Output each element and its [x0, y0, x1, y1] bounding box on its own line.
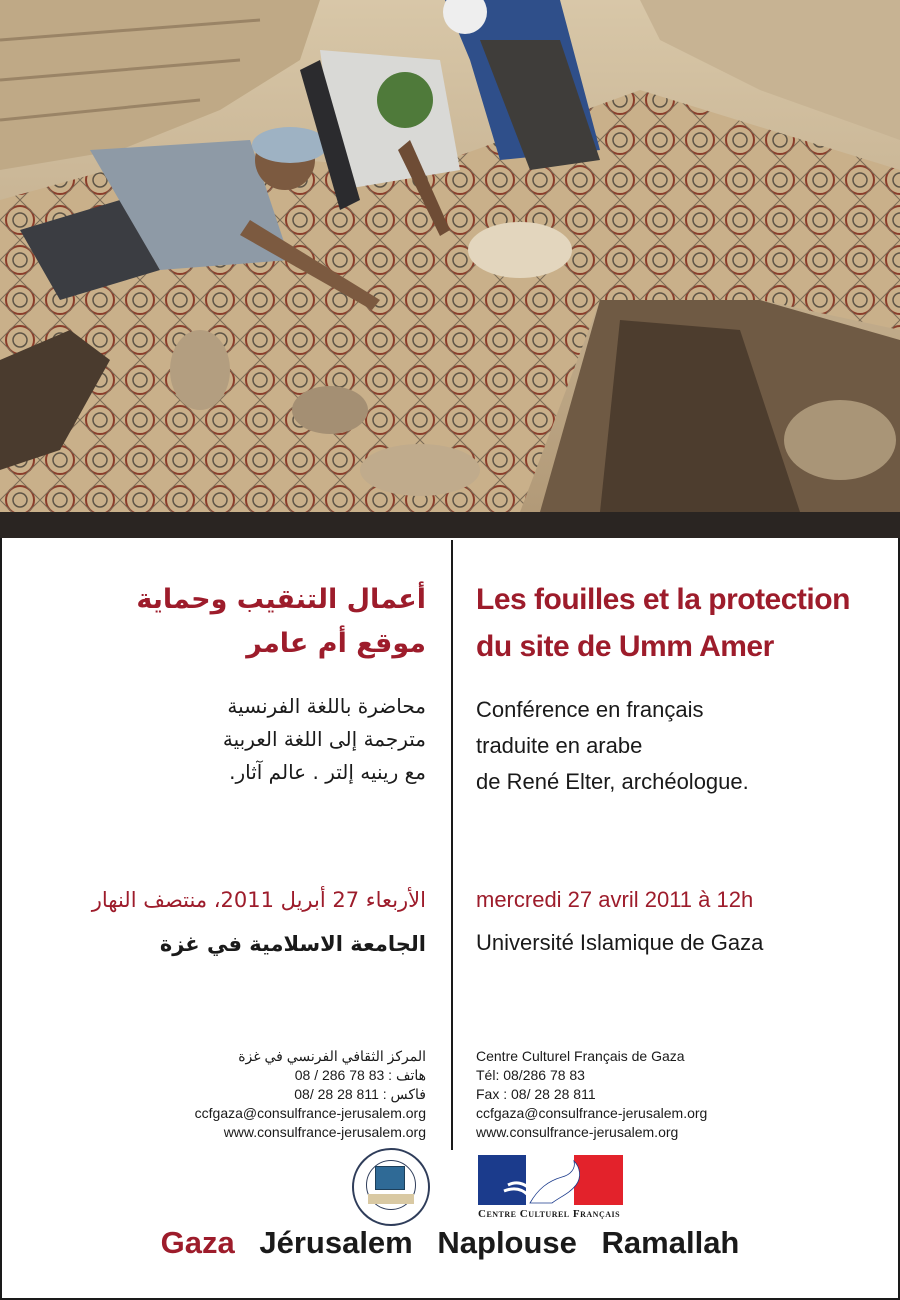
- place-french: Université Islamique de Gaza: [476, 930, 764, 955]
- title-arabic: [136, 578, 426, 666]
- contact-arabic-email[interactable]: ccfgaza@consulfrance-jerusalem.org: [194, 1105, 426, 1121]
- description-arabic-line-1: محاضرة باللغة الفرنسية: [227, 694, 426, 718]
- contact-french-phone: Tél: 08/286 78 83: [476, 1067, 585, 1083]
- description-french: [476, 692, 749, 800]
- title-french-line-2: du site de Umm Amer: [476, 630, 774, 663]
- contact-french-fax: Fax : 08/ 28 28 811: [476, 1086, 596, 1102]
- description-arabic-line-2: مترجمة إلى اللغة العربية: [222, 727, 426, 751]
- description-french-line-1: Conférence en français: [476, 697, 704, 722]
- city-jerusalem: Jérusalem: [259, 1225, 413, 1260]
- excavation-photo: [0, 0, 900, 512]
- university-seal-logo: [352, 1148, 430, 1226]
- mosaic-photo-illustration: [0, 0, 900, 512]
- contact-arabic-name: المركز الثقافي الفرنسي في غزة: [238, 1048, 426, 1064]
- place-arabic: الجامعة الاسلامية في غزة: [159, 932, 426, 956]
- marianne-profile-icon: [478, 1155, 623, 1205]
- date-arabic: الأربعاء 27 أبريل 2011، منتصف النهار: [91, 888, 426, 912]
- contact-french-name: Centre Culturel Français de Gaza: [476, 1048, 685, 1064]
- description-arabic-line-3: مع رينيه إلتر . عالم آثار.: [229, 760, 426, 784]
- description-french-line-3: de René Elter, archéologue.: [476, 769, 749, 794]
- description-french-line-2: traduite en arabe: [476, 733, 643, 758]
- title-french: [476, 576, 850, 670]
- seal-book-icon: [375, 1166, 405, 1190]
- column-divider: [451, 540, 453, 1150]
- date-french: mercredi 27 avril 2011 à 12h: [476, 887, 754, 912]
- title-arabic-line-2: موقع أم عامر: [246, 628, 426, 659]
- contact-arabic-phone: هاتف : 83 78 286 / 08: [294, 1067, 426, 1083]
- photo-bottom-band: [0, 512, 900, 538]
- contact-french: [476, 1047, 707, 1142]
- french-flag-logo: [478, 1155, 623, 1205]
- contact-french-web[interactable]: www.consulfrance-jerusalem.org: [476, 1124, 679, 1140]
- city-naplouse: Naplouse: [437, 1225, 577, 1260]
- city-gaza: Gaza: [160, 1225, 235, 1260]
- city-ramallah: Ramallah: [601, 1225, 740, 1260]
- title-french-line-1: Les fouilles et la protection: [476, 583, 850, 616]
- cities-line: [0, 1221, 900, 1265]
- seal-banner: [368, 1194, 414, 1204]
- contact-arabic-fax: فاكس : 811 28 28 /08: [294, 1086, 426, 1102]
- title-arabic-line-1: أعمال التنقيب وحماية: [136, 584, 426, 615]
- logo-caption: Centre Culturel Français: [478, 1208, 621, 1220]
- contact-arabic-web[interactable]: www.consulfrance-jerusalem.org: [223, 1124, 426, 1140]
- contact-french-email[interactable]: ccfgaza@consulfrance-jerusalem.org: [476, 1105, 708, 1121]
- description-arabic: [223, 690, 426, 789]
- contact-arabic: [195, 1047, 426, 1142]
